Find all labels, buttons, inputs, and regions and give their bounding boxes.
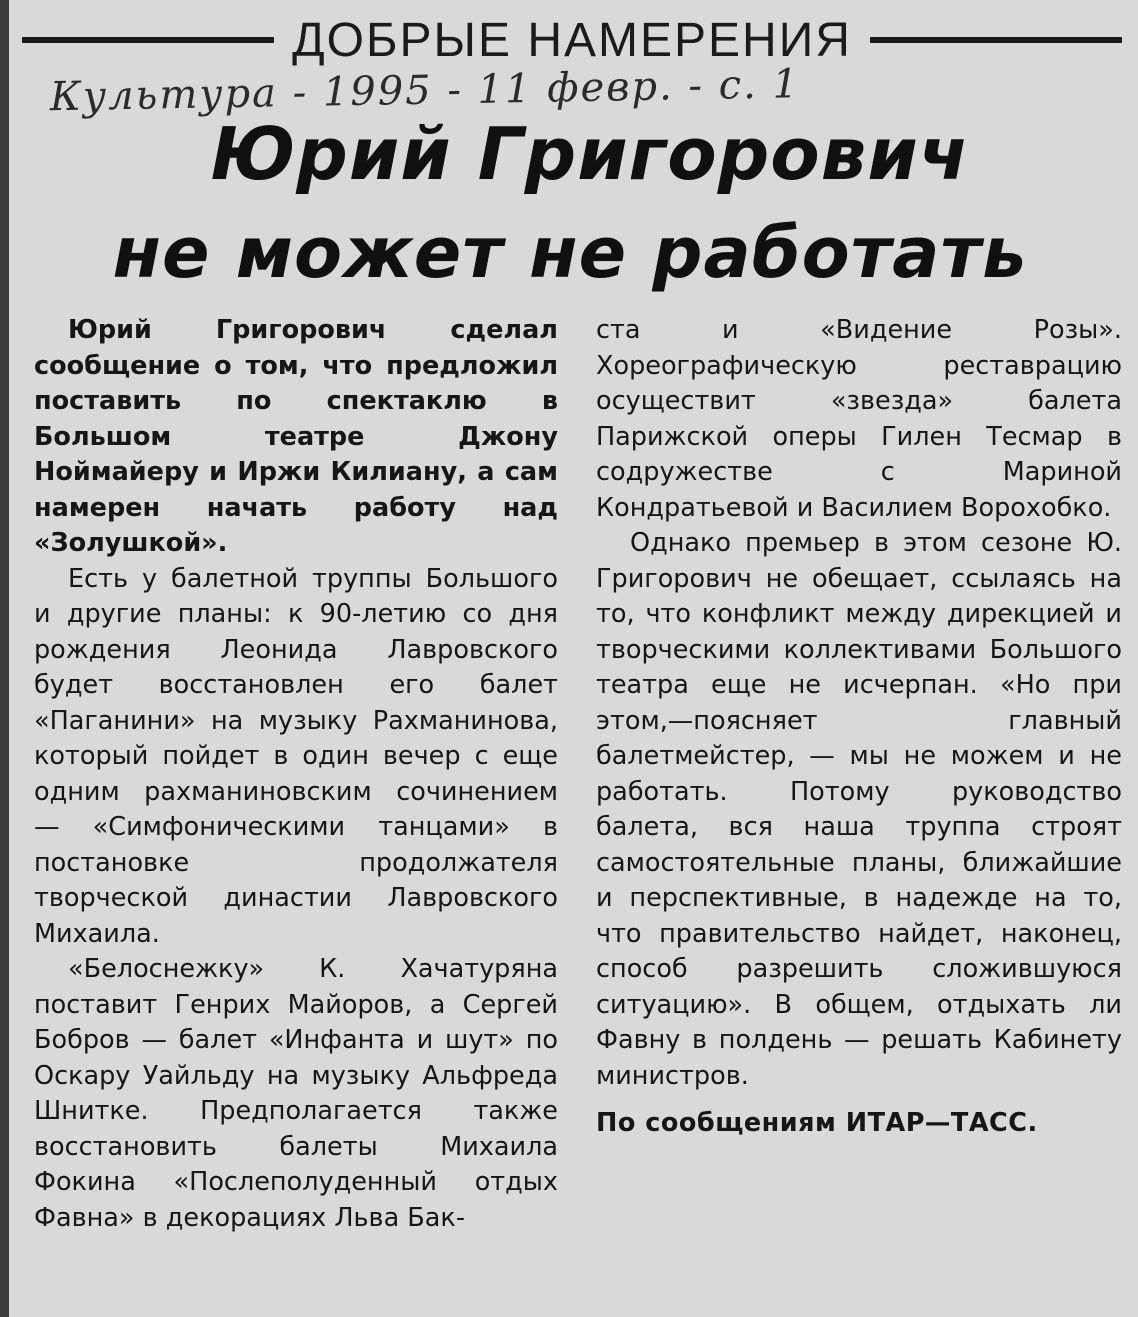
rubric-title: ДОБРЫЕ НАМЕРЕНИЯ xyxy=(292,13,852,67)
article-column-right xyxy=(596,313,1122,1303)
handwritten-note: Культура - 1995 - 11 февр. - с. 1 xyxy=(49,61,801,121)
paragraph: ста и «Видение Розы». Хореографическую реставрацию осуществит «звезда» балета Парижской оперы Гилен Тесмар в содружестве с Мариной Кондратьевой и Василием Ворохобко. xyxy=(596,315,1122,523)
rubric-rule-left xyxy=(22,37,274,43)
headline-line1: Юрий Григорович xyxy=(210,112,970,196)
rubric-rule-right xyxy=(870,37,1122,43)
scan-edge xyxy=(0,0,9,1317)
paragraph: Есть у балетной труппы Большого и другие планы: к 90-летию со дня рождения Леонида Лавровского будет восстановлен его балет «Паганини» на музыку Рахманинова, который пойдет в один вечер с еще одним рахманиновским сочинением — «Симфоническими танцами» в постановке продолжателя творческой династии Лавровского Михаила. xyxy=(34,563,558,949)
lead-paragraph: Юрий Григорович сделал сообщение о том, что предложил поставить по спектаклю в Большом театре Джону Ноймайеру и Иржи Килиану, а сам намерен начать работу над «Золушкой». xyxy=(34,315,558,558)
byline: По сообщениям ИТАР—ТАСС. xyxy=(596,1108,1038,1138)
paragraph: «Белоснежку» К. Хачатуряна поставит Генрих Майоров, а Сергей Бобров — балет «Инфанта и шут» по Оскару Уайльду на музыку Альфреда Шнитке. Предполагается также восстановить балеты Михаила Фокина «Послеполуденный отдых Фавна» в декорациях Льва Бак- xyxy=(34,954,558,1233)
headline-line2: не может не работать xyxy=(112,212,1028,294)
paragraph: Однако премьер в этом сезоне Ю. Григорович не обещает, ссылаясь на то, что конфликт между дирекцией и творческими коллективами Большого театра еще не исчерпан. «Но при этом,—поясняет главный балетмейстер, — мы не можем и не работать. Потому руководство балета, вся наша труппа строят самостоятельные планы, ближайшие и перспективные, в надежде на то, что правительство найдет, наконец, способ разрешить сложившуюся ситуацию». В общем, отдыхать ли Фавну в полдень — решать Кабинету министров. xyxy=(596,528,1122,1091)
article-column-left xyxy=(34,313,558,1303)
